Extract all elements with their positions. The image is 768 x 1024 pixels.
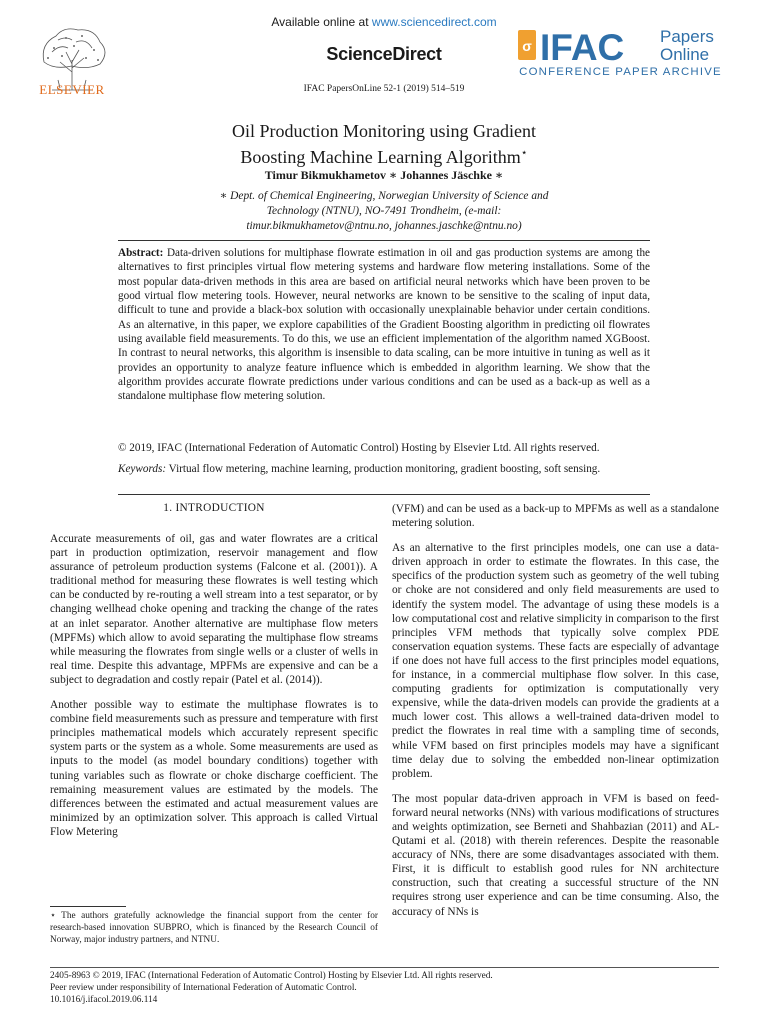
paper-title-text-2: Boosting Machine Learning Algorithm bbox=[240, 147, 521, 167]
affiliation-line-2: Technology (NTNU), NO-7491 Trondheim, (e-mail: bbox=[266, 205, 502, 217]
paragraph: As an alternative to the first principles models, one can use a data-driven approach in order to estimate the flowrates. In this case, the specifics of the production system such as geometry of the well tubing or choke are not considered and only field measurements are used to identify the system model. The advantage of using these models is a low computational cost and relative simplicity in comparison to the first principles VFM methods that typically solve complex PDE conservation equation systems. These facts are especially of advantage if one does not have full access to the first principles model equations, for instance, in a commercial multiphase flow solver. In this case, computing gradients for optimization is computationally very expensive, while the data-driven models can provide the gradients at a much lower cost. This allows a well-trained data-driven model to predict the flowrates in real time with a sampling time of seconds, while VFM based on first principles models may have a significant time delay due to solving the embedded non-linear optimization problem. bbox=[392, 542, 720, 780]
abstract-bottom-rule bbox=[118, 494, 650, 495]
keywords-label: Keywords: bbox=[118, 463, 167, 475]
funding-footnote: ⋆ The authors gratefully acknowledge the financial support from the center for research-based innovation SUBPRO, which is financed by the Research Council of Norway, major industry partners, and NTNU. bbox=[50, 911, 378, 946]
abstract-copyright: © 2019, IFAC (International Federation of Automatic Control) Hosting by Elsevier Ltd. All rights reserved. bbox=[118, 442, 600, 454]
authors: Timur Bikmukhametov ∗ Johannes Jäschke ∗ bbox=[264, 168, 504, 182]
abstract-label: Abstract: bbox=[118, 247, 164, 259]
footer-issn-copyright: 2405-8963 © 2019, IFAC (International Federation of Automatic Control) Hosting by Elsevier Ltd. All rights reserved. bbox=[50, 971, 493, 981]
abstract-top-rule bbox=[118, 240, 650, 241]
footnote-rule bbox=[50, 906, 126, 907]
keywords-text: Virtual flow metering, machine learning, production monitoring, gradient boosting, soft sensing. bbox=[168, 463, 601, 475]
paragraph: Accurate measurements of oil, gas and water flowrates are a critical part in production optimization, reservoir management and flow assurance of petroleum production systems (Falcone et al. (2001)). A traditional method for measuring these flowrates is well testing which can be conducted by re-routing a well stream into a test separator, or by changing wellhead choke opening and tracking the change of the rates at an inlet separator. Another alternative are multiphase flow meters (MPFMs) which allow to avoid separating the multiphase flow streams while measuring the flowrates from single wells or a cluster of wells in real time. Despite this advantage, MPFMs are expensive and can be a subject to degradation and costly repair (Patel et al. (2014)). bbox=[50, 533, 378, 686]
section-heading-introduction: 1. INTRODUCTION bbox=[163, 502, 265, 514]
elsevier-wordmark: ELSEVIER bbox=[39, 82, 105, 97]
paper-title-line-1: Oil Production Monitoring using Gradient bbox=[232, 121, 536, 141]
abstract bbox=[118, 246, 650, 404]
affiliation-line-1: ∗ Dept. of Chemical Engineering, Norwegian University of Science and bbox=[219, 190, 549, 202]
left-column bbox=[50, 532, 378, 850]
ifac-brand: IFAC bbox=[540, 27, 625, 68]
paper-title-line-2 bbox=[0, 142, 768, 168]
abstract-text: Data-driven solutions for multiphase flowrate estimation in oil and gas production systems are among the alternatives to first principles virtual flow metering systems and hardware flow metering installations. Some of the most popular data-driven methods in this area are based on artificial neural networks which have been proven to be good virtual flow metering tools. However, neural networks are known to be sensitive to the scaling of input data, difficult to tune and provide a black-box solution with occasionally unexplainable behavior under certain conditions. As an alternative, in this paper, we explore capabilities of the Gradient Boosting algorithm in predicting oil flowrates using available field measurements. To do this, we use an efficient implementation of the algorithm named XGBoost. In contrast to neural networks, this algorithm is insensible to data scaling, can be more intuitive in tuning as well as it provides an opportunity to analyze feature influence which is embedded in algorithm learning. We show that the algorithm provides accurate flowrate predictions under various conditions and can be used as a back-up as well as a standalone multiphase flow metering solution. bbox=[118, 247, 651, 403]
right-column bbox=[392, 502, 719, 930]
journal-citation: IFAC PapersOnLine 52-1 (2019) 514–519 bbox=[303, 84, 465, 94]
ifac-tagline: CONFERENCE PAPER ARCHIVE bbox=[519, 66, 722, 78]
sciencedirect-title: ScienceDirect bbox=[326, 44, 442, 64]
svg-text:σ: σ bbox=[522, 38, 532, 54]
affiliation-line-3: timur.bikmukhametov@ntnu.no, johannes.jaschke@ntnu.no) bbox=[246, 220, 522, 232]
title-footnote-mark: ⋆ bbox=[520, 147, 528, 159]
affiliation bbox=[0, 189, 768, 234]
footer-peer-review: Peer review under responsibility of International Federation of Automatic Control. bbox=[50, 983, 357, 994]
ifac-papers: Papers bbox=[660, 27, 714, 46]
sciencedirect-link[interactable]: www.sciencedirect.com bbox=[371, 15, 497, 29]
availability-prefix: Available online at bbox=[271, 15, 372, 29]
paragraph: Another possible way to estimate the multiphase flowrates is to combine field measurements such as pressure and temperature with first principles mathematical models which accurately represent specific system parts or the system as a whole. Some measurements are used as inputs to the model (as model boundary conditions) together with tuning variables such as flowrate or choke discharge coefficient. The remaining measurement values are estimated by the models. The differences between the estimated and actual measurement values are minimized by an optimization solver. This approach is called Virtual Flow Metering bbox=[50, 699, 378, 838]
footer-rule bbox=[50, 967, 719, 968]
paper-title bbox=[0, 120, 768, 168]
paragraph: (VFM) and can be used as a back-up to MPFMs as well as a standalone metering solution. bbox=[392, 503, 719, 530]
keywords bbox=[118, 462, 650, 477]
footer-doi[interactable]: 10.1016/j.ifacol.2019.06.114 bbox=[50, 995, 158, 1006]
footer-notes bbox=[50, 970, 719, 1007]
paragraph: The most popular data-driven approach in VFM is based on feed-forward neural networks (NNs) with various modifications of structures and weights optimization, see Berneti and Shahbazian (2011) and AL-Qutami et al. (2018) with therein references. Despite the reasonable accuracy of NNs, there are some disadvantages associated with them. First, it is difficult to establish good rules for NN architecture construction, such that creating a successful structure of the NN requires strong user experience and can be time consuming. Also, the accuracy of NNs is bbox=[392, 792, 719, 918]
ifac-online: Online bbox=[660, 45, 710, 64]
